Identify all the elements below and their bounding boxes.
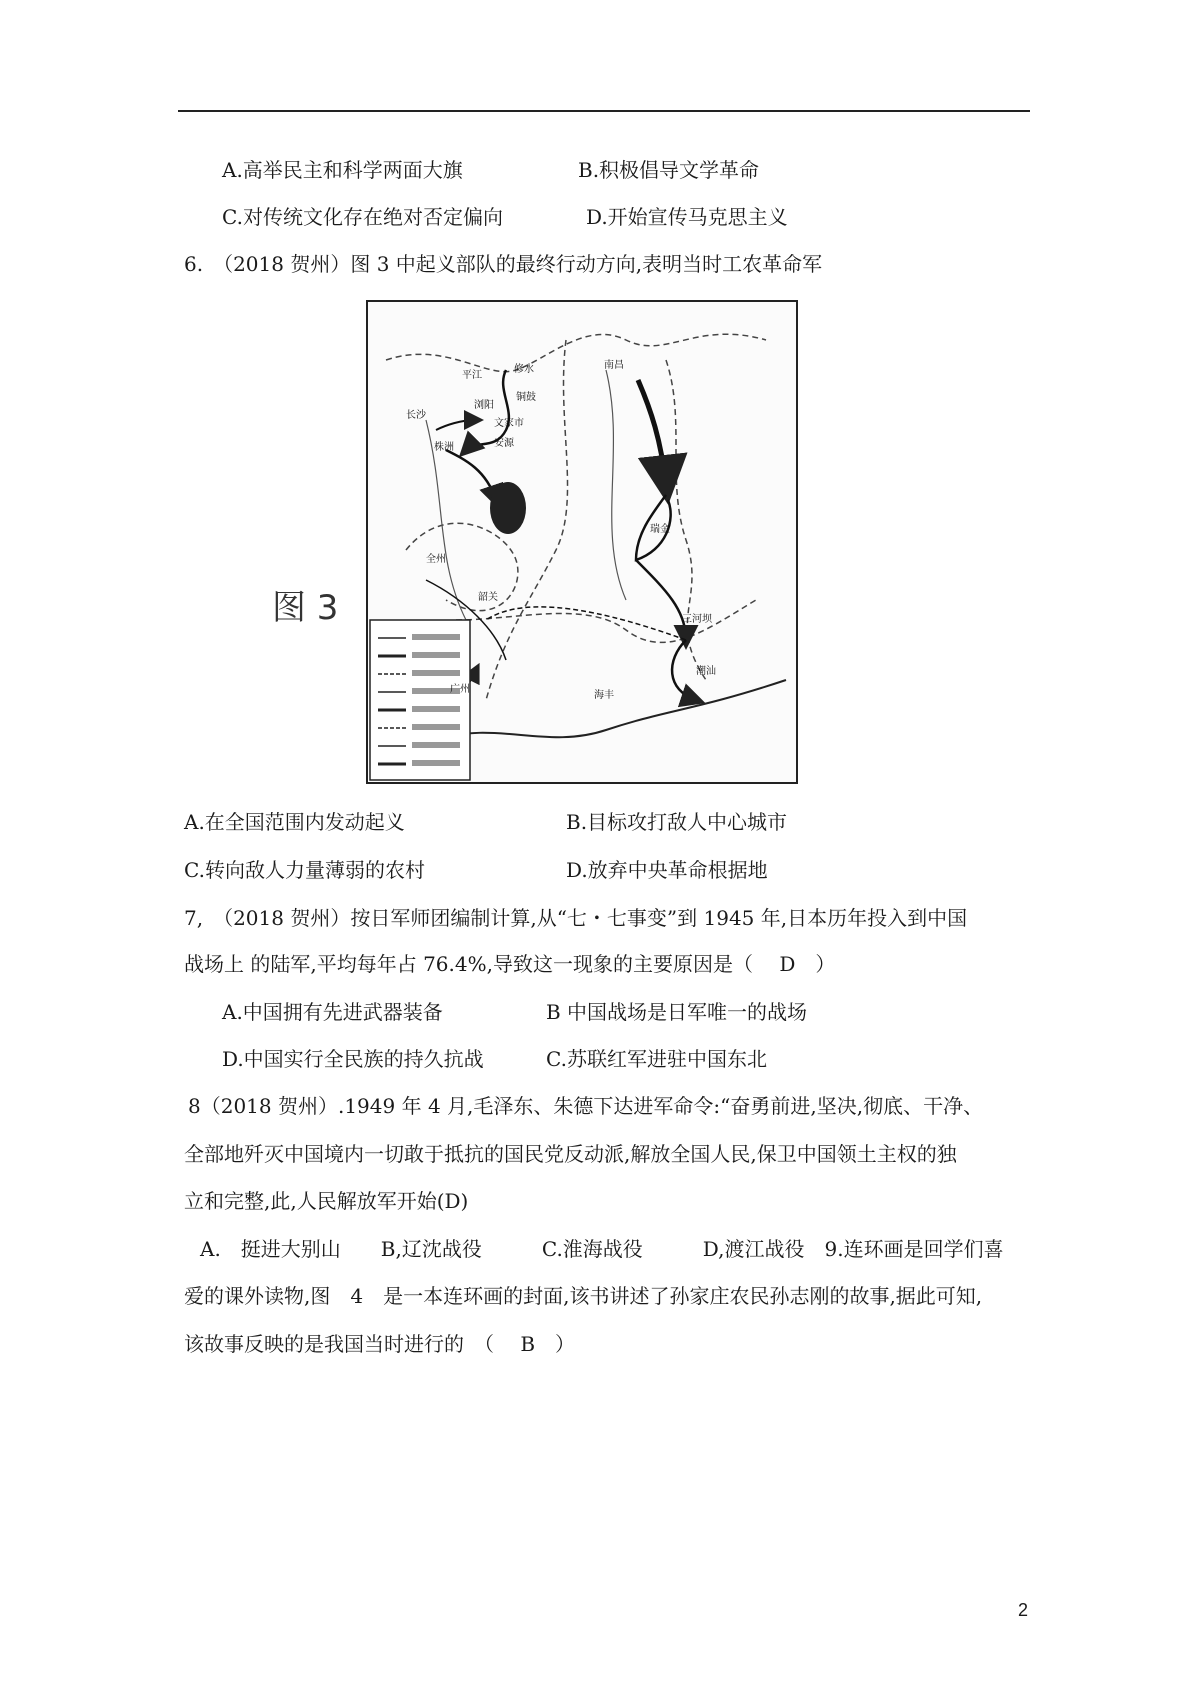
label-anyuan: 安源 (494, 438, 514, 449)
q8-line6: 该故事反映的是我国当时进行的 （ B ） (184, 1332, 576, 1356)
q8-line1: 8（2018 贺州）.1949 年 4 月,毛泽东、朱德下达进军命令:“奋勇前进,坚决,彻底、干净、 (188, 1094, 984, 1118)
label-haifeng: 海丰 (594, 690, 614, 701)
label-shaoguan: 韶关 (478, 592, 498, 603)
q6-stem: 6. （2018 贺州）图 3 中起义部队的最终行动方向,表明当时工农革命军 (184, 252, 823, 276)
q7-option-b: B 中国战场是日军唯一的战场 (546, 1000, 808, 1024)
label-liuyang: 浏阳 (474, 400, 494, 411)
q6-option-a: A.在全国范围内发动起义 (184, 810, 405, 834)
q7-option-c: C.苏联红军进驻中国东北 (546, 1047, 767, 1071)
map-legend (370, 620, 470, 780)
q5-option-a: A.高举民主和科学两面大旗 (222, 158, 463, 182)
q7-stem-line1: 7, （2018 贺州）按日军师团编制计算,从“七・七事变”到 1945 年,日本历年投入到中国 (184, 906, 968, 930)
q6-option-b: B.目标攻打敌人中心城市 (566, 810, 788, 834)
label-pingjiang: 平江 (462, 370, 482, 381)
uprising-route-map (366, 300, 798, 784)
q8-line3: 立和完整,此,人民解放军开始(D) (184, 1189, 469, 1213)
label-sanheba: 三河坝 (682, 614, 712, 625)
label-ruijin: 瑞金 (650, 524, 670, 535)
page-number: 2 (1018, 1600, 1029, 1620)
label-guangzhou: 广州 (450, 684, 470, 695)
header-rule (178, 110, 1030, 112)
figure-3-label: 图 3 (272, 588, 339, 628)
label-xiushui: 修水 (514, 364, 534, 375)
q6-option-d: D.放弃中央革命根据地 (566, 858, 768, 882)
jinggangshan-base (490, 482, 526, 534)
q5-option-d: D.开始宣传马克思主义 (586, 205, 788, 229)
label-quanzhou: 全州 (426, 554, 446, 565)
q5-option-c: C.对传统文化存在绝对否定偏向 (222, 205, 503, 229)
q7-option-d: D.中国实行全民族的持久抗战 (222, 1047, 484, 1071)
q5-option-b: B.积极倡导文学革命 (578, 158, 760, 182)
label-wenjiashi: 文家市 (494, 418, 524, 429)
label-zhuzhou: 株洲 (434, 442, 454, 453)
label-tonggu: 铜鼓 (516, 392, 536, 403)
q8-line5: 爱的课外读物,图 4 是一本连环画的封面,该书讲述了孙家庄农民孙志刚的故事,据此可知, (184, 1284, 983, 1308)
q7-stem-line2: 战场上 的陆军,平均每年占 76.4%,导致这一现象的主要原因是（ D ） (184, 952, 836, 976)
q8-line2: 全部地歼灭中国境内一切敢于抵抗的国民党反动派,解放全国人民,保卫中国领土主权的独 (184, 1142, 957, 1166)
label-changsha: 长沙 (406, 410, 426, 421)
q7-option-a: A.中国拥有先进武器装备 (222, 1000, 443, 1024)
q6-option-c: C.转向敌人力量薄弱的农村 (184, 858, 425, 882)
label-chaoshan: 潮汕 (696, 666, 716, 677)
label-nanchang: 南昌 (604, 360, 624, 371)
q8-line4: A. 挺进大别山 B,辽沈战役 C.淮海战役 D,渡江战役 9.连环画是回学们喜 (200, 1237, 1004, 1261)
